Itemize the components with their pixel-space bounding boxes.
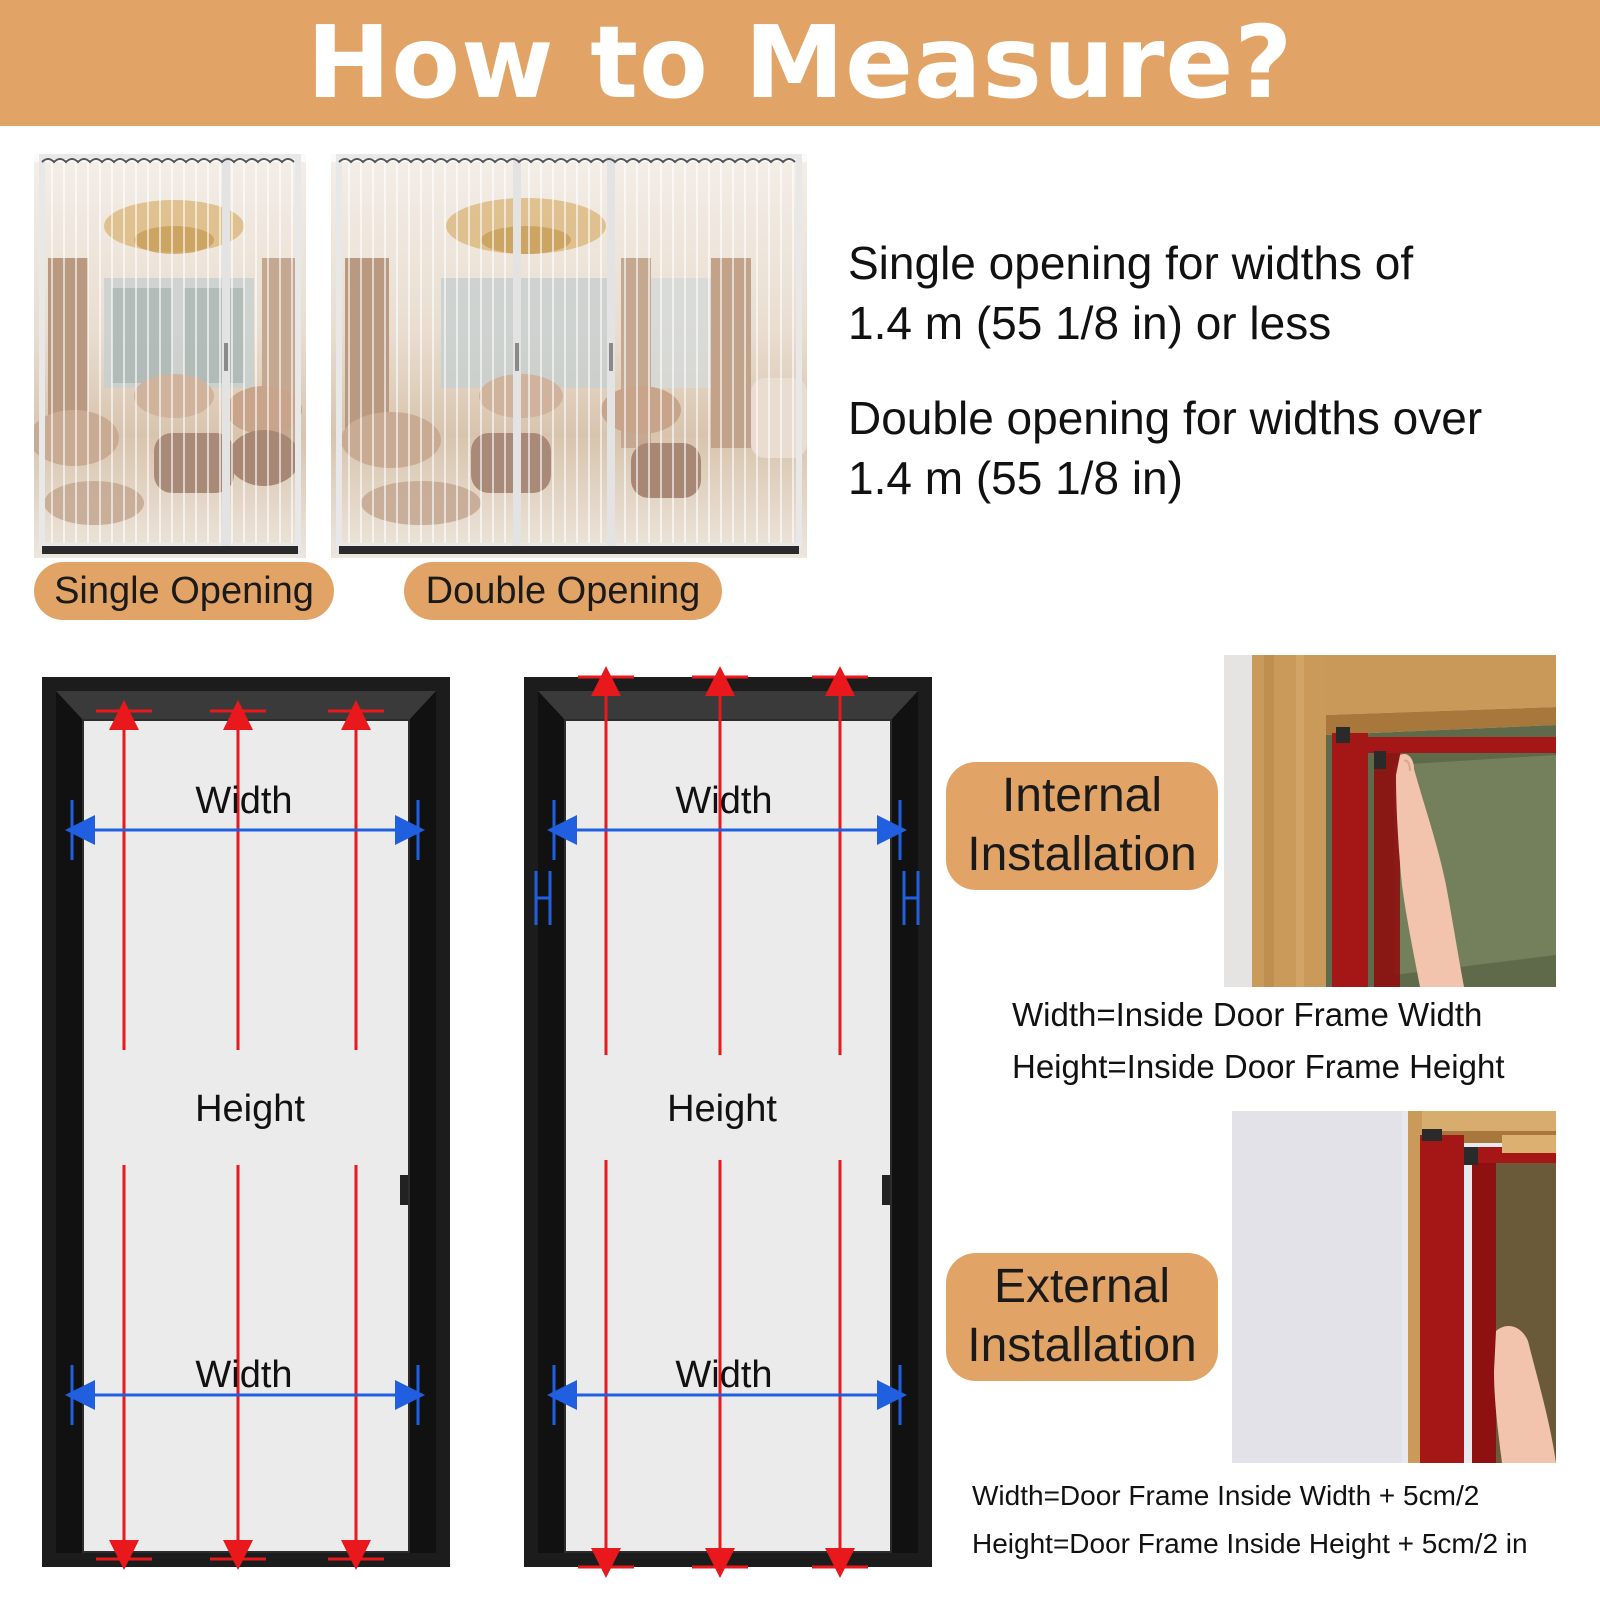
double-opening-info-line2: 1.4 m (55 1/8 in) — [848, 451, 1183, 504]
single-opening-info — [848, 234, 1568, 354]
external-width-top-label: Width — [675, 780, 773, 822]
external-height-formula: Height=Door Frame Inside Height + 5cm/2 in — [972, 1528, 1528, 1559]
internal-height-label: Height — [195, 1088, 305, 1130]
internal-installation-label — [946, 762, 1218, 890]
external-width-formula: Width=Door Frame Inside Width + 5cm/2 — [972, 1480, 1480, 1511]
double-opening-photo — [331, 148, 807, 558]
single-opening-info-line1: Single opening for widths of — [848, 237, 1414, 289]
single-opening-label-text: Single Opening — [54, 569, 314, 612]
external-width-bottom-label: Width — [675, 1354, 773, 1396]
external-installation-label — [946, 1253, 1218, 1381]
single-opening-label — [34, 562, 334, 620]
external-installation-line2: Installation — [967, 1319, 1197, 1372]
external-installation-line1: External — [993, 1260, 1171, 1314]
internal-installation-line2: Installation — [967, 828, 1197, 881]
double-opening-label — [404, 562, 722, 620]
internal-height-formula: Height=Inside Door Frame Height — [1012, 1048, 1505, 1085]
external-height-label: Height — [667, 1088, 777, 1130]
frame-inner-panel — [84, 721, 408, 1551]
internal-width-formula: Width=Inside Door Frame Width — [1012, 996, 1483, 1033]
page-title: How to Measure? — [306, 4, 1294, 121]
internal-width-top-label: Width — [195, 780, 293, 822]
single-opening-info-line2: 1.4 m (55 1/8 in) or less — [848, 296, 1332, 349]
double-opening-info-line1: Double opening for widths over — [848, 392, 1483, 444]
double-opening-info — [848, 389, 1568, 509]
single-opening-photo — [34, 148, 306, 558]
internal-installation-photo — [1224, 655, 1556, 987]
internal-installation-line1: Internal — [1001, 769, 1163, 823]
double-opening-label-text: Double Opening — [425, 569, 701, 612]
external-installation-photo — [1232, 1111, 1556, 1463]
internal-width-bottom-label: Width — [195, 1354, 293, 1396]
header-banner — [0, 0, 1600, 126]
